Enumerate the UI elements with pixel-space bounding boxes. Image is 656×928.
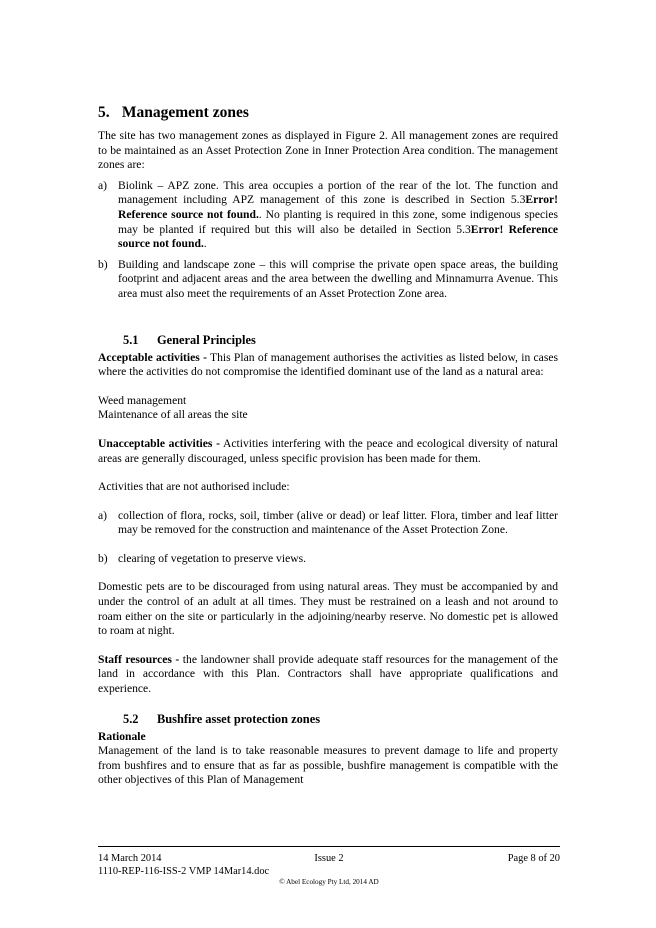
list-text: clearing of vegetation to preserve views.	[118, 551, 307, 565]
list-marker: b)	[98, 551, 108, 565]
not-authorised-intro: Activities that are not authorised include:	[98, 480, 290, 494]
subsection-title: General Principles	[157, 332, 256, 347]
zone-text: Building and landscape zone – this will comprise the private open space areas, the building footprint and adjacent areas and the area between the dwelling and Minnamurra Avenue. This area must also meet the requirements of an Asset Protection Zone area.	[118, 257, 558, 300]
zone-text: .	[203, 237, 207, 251]
activity-line: Maintenance of all areas the site	[98, 408, 248, 422]
subsection-title: Bushfire asset protection zones	[157, 711, 321, 726]
list-item	[98, 179, 558, 252]
list-marker: b)	[98, 257, 108, 271]
unacceptable-activities	[98, 437, 558, 466]
subsection-number: 5.1	[123, 332, 139, 347]
subsection-number: 5.2	[123, 711, 139, 726]
reference-error: Error! Reference source not found.	[118, 222, 558, 251]
page-footer	[98, 846, 560, 886]
acceptable-activities	[98, 351, 558, 380]
rationale-text: Management of the land is to take reasonable measures to prevent damage to life and property from bushfires and to ensure that as far as possible, bushfire management is compatible with the other objectives of this Plan of Management	[98, 744, 558, 787]
unacceptable-label: Unacceptable activities -	[98, 436, 220, 450]
footer-copyright: © Abel Ecology Pty Ltd, 2014 AD	[279, 878, 379, 886]
list-text: collection of flora, rocks, soil, timber (alive or dead) or leaf litter. Flora, timber and leaf litter may be removed for the construction and maintenance of the Asset Protection Zone.	[118, 508, 558, 537]
section-title: Management zones	[121, 104, 249, 121]
document-body	[98, 104, 558, 788]
rationale-heading: Rationale	[98, 729, 146, 743]
footer-doc-ref: 1110-REP-116-ISS-2 VMP 14Mar14.doc	[98, 866, 270, 877]
subsection-heading	[98, 711, 558, 727]
list-marker: a)	[98, 178, 108, 192]
section-intro: The site has two management zones as displayed in Figure 2. All management zones are required to be maintained as an Asset Protection Zone in Inner Protection Area condition. The management zones are:	[98, 129, 558, 172]
staff-label: Staff resources -	[98, 652, 180, 666]
acceptable-label: Acceptable activities -	[98, 350, 207, 364]
footer-date: 14 March 2014	[98, 853, 162, 864]
reference-error: Error! Reference source not found.	[118, 193, 558, 221]
list-item	[98, 509, 558, 538]
section-number: 5.	[98, 104, 110, 121]
footer-issue: Issue 2	[314, 853, 344, 864]
section-heading	[98, 104, 558, 122]
staff-text: the landowner shall provide adequate staff resources for the management of the land in accordance with this Plan. Contractors shall have appropriate qualifications and experience.	[98, 652, 558, 696]
subsection-heading	[98, 332, 558, 348]
footer-page-number: Page 8 of 20	[507, 853, 560, 864]
staff-resources	[98, 653, 558, 697]
list-marker: a)	[98, 508, 108, 522]
acceptable-text: This Plan of management authorises the activities as listed below, in cases where the activities do not compromise the identified dominant use of the land as a natural area:	[98, 350, 559, 379]
list-item	[98, 552, 558, 567]
activity-line: Weed management	[98, 393, 187, 407]
pets-paragraph: Domestic pets are to be discouraged from using natural areas. They must be accompanied by and under the control of an adult at all times. They must be restrained on a leash and not around to roam either on the site or particularly in the adjoining/nearby reserve. No domestic pet is allowed to roam at night.	[98, 580, 558, 638]
list-item	[98, 258, 558, 302]
zone-text: Biolink – APZ zone. This area occupies a portion of the rear of the lot. The function and management including APZ management of this zone is described in Section 5.3	[118, 178, 558, 207]
unacceptable-text: Activities interfering with the peace and ecological diversity of natural areas are generally discouraged, unless specific provision has been made for them.	[98, 436, 558, 465]
zone-text: . No planting is required in this zone, some indigenous species may be planted if required but this will also be detailed in Section 5.3	[118, 207, 558, 236]
